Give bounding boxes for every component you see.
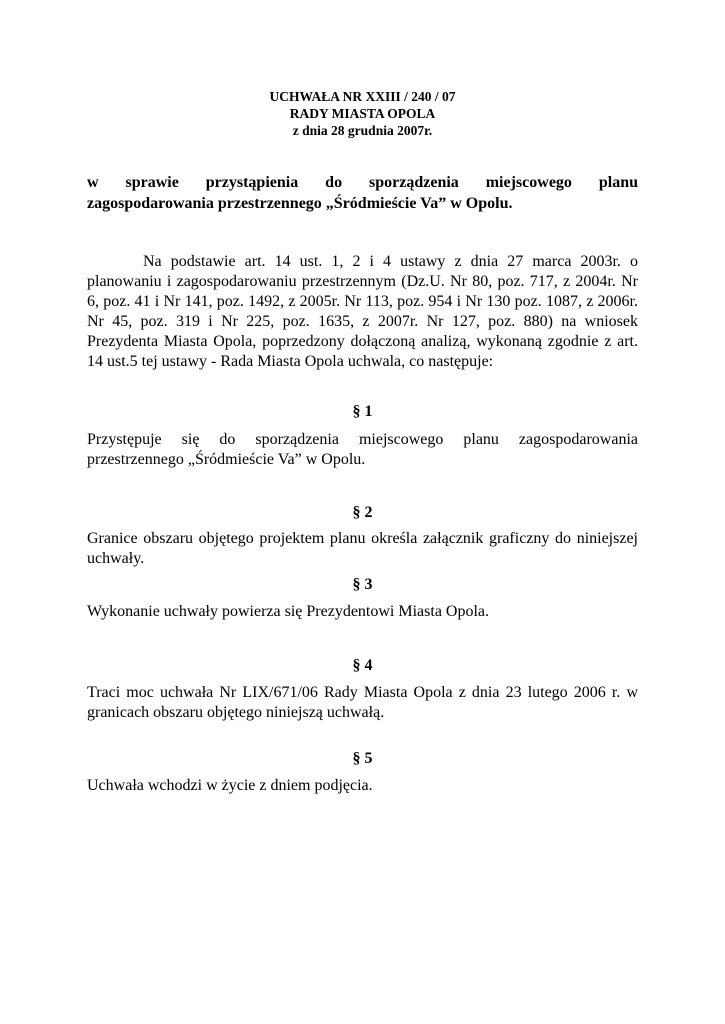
section-1-text: Przystępuje się do sporządzenia miejscowego planu zagospodarowania przestrzennego „Śródmieście Va” w Opolu. [87,431,638,468]
section-2-title: § 2 [352,504,373,521]
section-4-text: Traci moc uchwała Nr LIX/671/06 Rady Miasta Opola z dnia 23 lutego 2006 r. w granicach obszaru objętego niniejszą uchwałą. [87,684,638,721]
section-4-title: § 4 [352,657,373,674]
resolution-date: z dnia 28 grudnia 2007r. [292,123,433,138]
section-1-title: § 1 [352,403,373,420]
resolution-subject [87,172,638,214]
subject-line-1: w sprawie przystąpienia do sporządzenia miejscowego planu [87,174,638,191]
resolution-header [0,88,725,139]
subject-line-2: zagospodarowania przestrzennego „Śródmieście Va” w Opolu. [87,195,513,212]
council-name: RADY MIASTA OPOLA [289,106,436,121]
section-3-text: Wykonanie uchwały powierza się Prezydentowi Miasta Opola. [87,603,490,620]
section-3-title: § 3 [352,576,373,593]
section-5-text: Uchwała wchodzi w życie z dniem podjęcia. [87,777,373,794]
section-2-text: Granice obszaru objętego projektem planu określa załącznik graficzny do niniejszej uchwały. [87,530,638,567]
resolution-number: UCHWAŁA NR XXIII / 240 / 07 [269,89,456,104]
preamble-paragraph: Na podstawie art. 14 ust. 1, 2 i 4 ustawy z dnia 27 marca 2003r. o planowaniu i zagospodarowaniu przestrzennym (Dz.U. Nr 80, poz. 717, z 2004r. Nr 6, poz. 41 i Nr 141, poz. 1492, z 2005r. Nr 113, poz. 954 i Nr 130 poz. 1087, z 2006r. Nr 45, poz. 319 i Nr 225, poz. 1635, z 2007r. Nr 127, poz. 880) na wniosek Prezydenta Miasta Opola, poprzedzony dołączoną analizą, wykonaną zgodnie z art. 14 ust.5 tej ustawy - Rada Miasta Opola uchwala, co następuje: [87,253,638,370]
section-5-title: § 5 [352,750,373,767]
